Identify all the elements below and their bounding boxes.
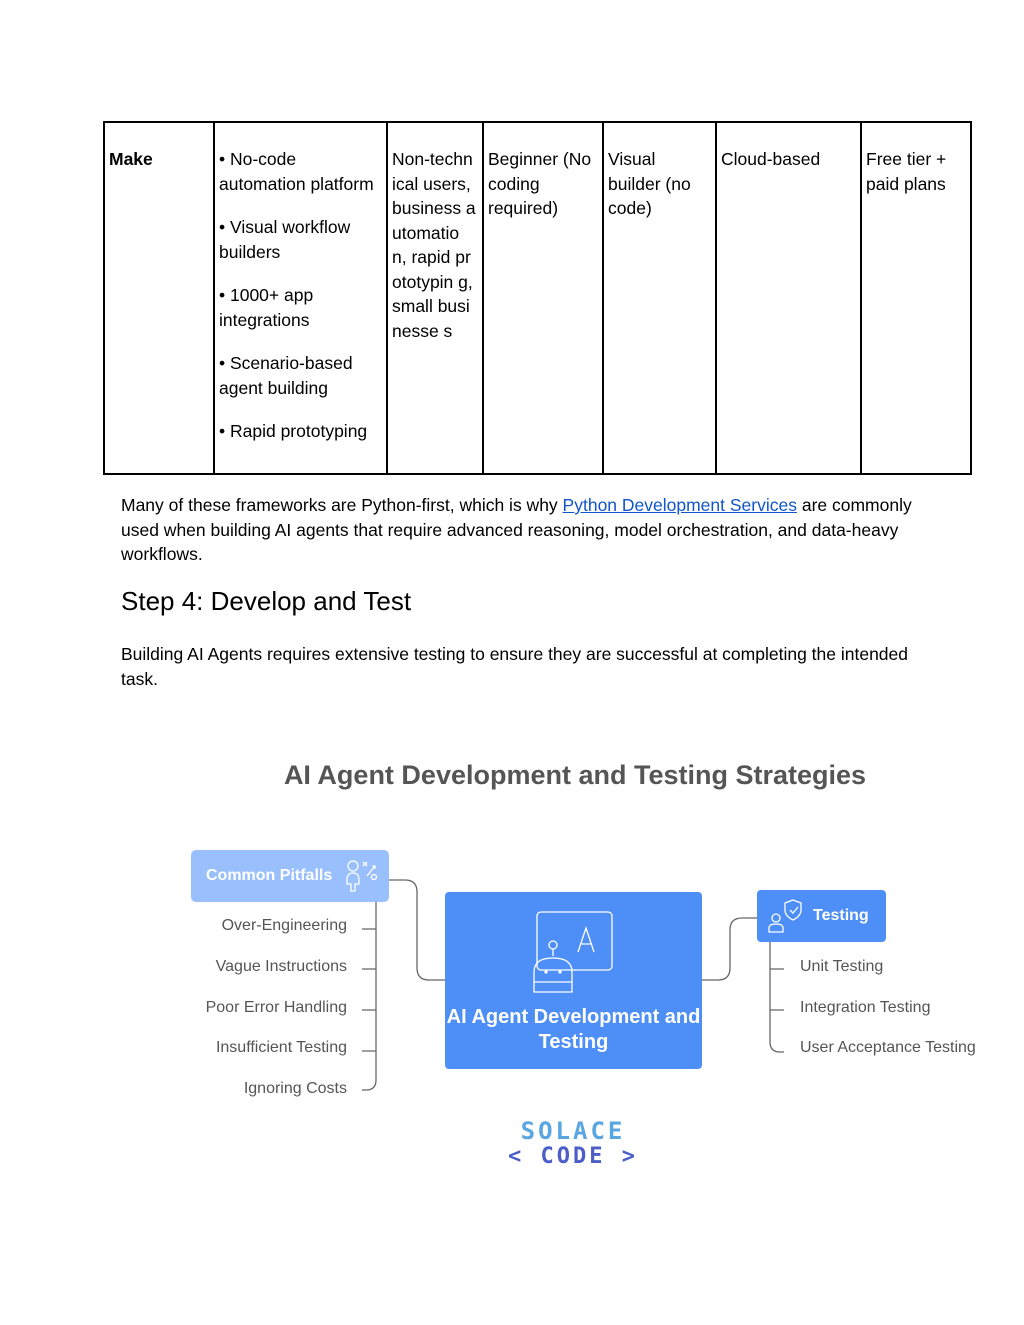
robot-agent-icon: [530, 910, 620, 995]
framework-name: Make: [109, 149, 153, 169]
solace-code-logo: [498, 1118, 648, 1170]
testing-item: Unit Testing: [800, 958, 884, 975]
pitfall-item: Over-Engineering: [221, 917, 347, 934]
logo-line1: SOLACE: [520, 1117, 626, 1145]
testing-label: Testing: [813, 907, 869, 924]
python-services-link[interactable]: Python Development Services: [562, 495, 797, 515]
tester-shield-icon: [767, 898, 803, 934]
pitfalls-label: Common Pitfalls: [206, 867, 333, 884]
diagram-title: AI Agent Development and Testing Strategies: [283, 760, 867, 790]
feature: • Scenario-based agent building: [219, 353, 353, 398]
text: are commonly used when building AI agents that require advanced reasoning, model orchestration, and data-heavy workflows.: [121, 495, 912, 564]
feature: • Rapid prototyping: [219, 421, 368, 441]
testing-item: User Acceptance Testing: [800, 1039, 976, 1056]
testing-item: Integration Testing: [800, 999, 931, 1016]
paragraph: Building AI Agents requires extensive testing to ensure they are successful at completing the intended task.: [121, 644, 909, 689]
pitfall-item: Vague Instructions: [215, 958, 347, 975]
pitfall-person-icon: [343, 858, 379, 894]
feature: • No-code automation platform: [219, 149, 374, 194]
pitfall-item: Poor Error Handling: [205, 999, 347, 1016]
common-pitfalls-node: [191, 850, 389, 902]
cell-best-for: Non-techn ical users, business automatio n, rapid prototypin g, small businesse s: [387, 122, 483, 474]
pitfall-item: Ignoring Costs: [243, 1080, 347, 1097]
center-label: AI Agent Development and Testing: [446, 1006, 701, 1053]
feature: • Visual workflow builders: [219, 217, 351, 262]
logo-line2: < CODE >: [508, 1144, 638, 1169]
pitfall-item: Insufficient Testing: [215, 1039, 347, 1056]
cell-interface: Visual builder (no code): [603, 122, 716, 474]
cell-deployment: Cloud-based: [716, 122, 861, 474]
text: Many of these frameworks are Python-first, which is why: [121, 495, 563, 515]
cell-skill: Beginner (No coding required): [483, 122, 603, 474]
section-heading: Step 4: Develop and Test: [121, 586, 412, 616]
center-node: [445, 892, 702, 1069]
cell-pricing: Free tier + paid plans: [861, 122, 971, 474]
feature: • 1000+ app integrations: [219, 285, 314, 330]
testing-node: [757, 890, 886, 942]
